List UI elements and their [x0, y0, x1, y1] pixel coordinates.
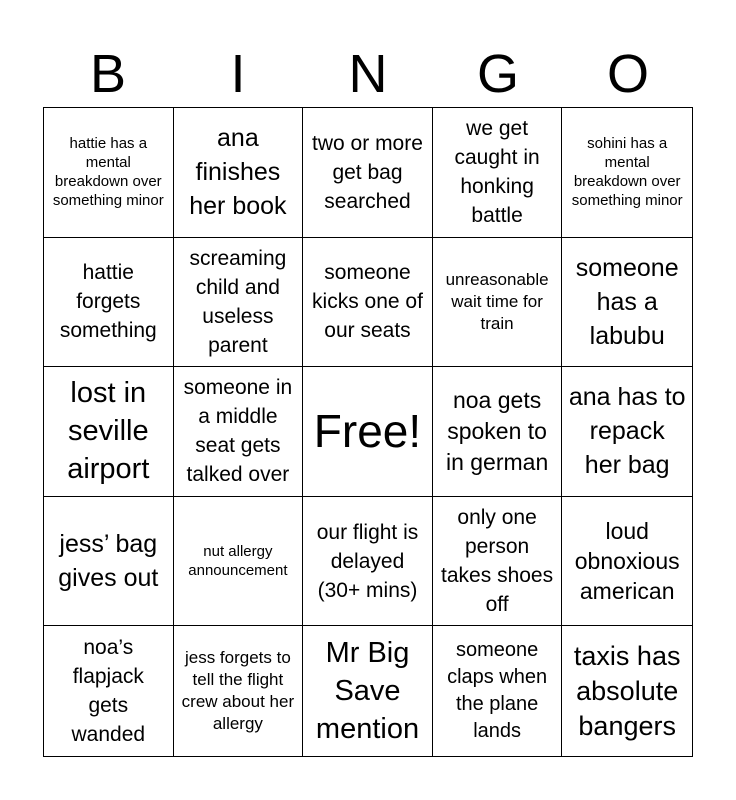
header-letter-g: G	[476, 44, 519, 104]
cell-label: two or more get bag searched	[312, 131, 423, 213]
bingo-cell[interactable]	[433, 108, 563, 238]
bingo-cell[interactable]	[174, 497, 304, 627]
bingo-cell[interactable]	[562, 108, 692, 238]
header-letter-i: I	[230, 44, 246, 104]
cell-label: someone claps when the plane lands	[447, 639, 548, 743]
cell-label: jess’ bag gives out	[58, 530, 159, 593]
cell-label: our flight is delayed (30+ mins)	[316, 520, 419, 602]
cell-label: unreasonable wait time for train	[445, 269, 549, 333]
cell-label: only one person takes shoes off	[441, 506, 554, 617]
free-space-label: Free!	[313, 405, 422, 458]
cell-label: sohini has a mental breakdown over something minor	[571, 135, 683, 210]
bingo-cell[interactable]	[562, 497, 692, 627]
bingo-cell[interactable]	[433, 238, 563, 368]
cell-label: noa gets spoken to in german	[445, 386, 549, 475]
cell-label: screaming child and useless parent	[189, 246, 287, 357]
bingo-cell[interactable]	[433, 497, 563, 627]
cell-label: taxis has absolute bangers	[573, 640, 681, 741]
bingo-cell[interactable]	[562, 367, 692, 497]
bingo-cell[interactable]	[303, 238, 433, 368]
cell-label: someone has a labubu	[575, 253, 679, 350]
cell-label: ana finishes her book	[189, 124, 287, 221]
header-letter-o: O	[606, 44, 649, 104]
cell-label: someone kicks one of our seats	[312, 261, 423, 343]
bingo-cell[interactable]	[562, 238, 692, 368]
header-letter-b: B	[89, 44, 127, 104]
cell-label: Mr Big Save mention	[315, 637, 420, 746]
bingo-cell[interactable]	[303, 497, 433, 627]
free-space-cell[interactable]	[303, 367, 433, 497]
cell-label: we get caught in honking battle	[454, 117, 540, 228]
bingo-cell[interactable]	[174, 626, 304, 756]
bingo-cell[interactable]	[44, 367, 174, 497]
bingo-header	[43, 40, 693, 108]
bingo-board	[43, 107, 693, 757]
bingo-cell[interactable]	[44, 626, 174, 756]
bingo-cell[interactable]	[303, 626, 433, 756]
bingo-cell[interactable]	[433, 367, 563, 497]
header-letter-n: N	[348, 44, 388, 104]
bingo-cell[interactable]	[174, 238, 304, 368]
bingo-cell[interactable]	[433, 626, 563, 756]
cell-label: loud obnoxious american	[574, 518, 680, 605]
bingo-cell[interactable]	[174, 108, 304, 238]
bingo-cell[interactable]	[303, 108, 433, 238]
cell-label: ana has to repack her bag	[568, 383, 686, 480]
bingo-cell[interactable]	[44, 238, 174, 368]
cell-label: lost in seville airport	[67, 377, 150, 486]
bingo-cell[interactable]	[562, 626, 692, 756]
cell-label: hattie forgets something	[59, 261, 157, 343]
bingo-cell[interactable]	[174, 367, 304, 497]
cell-label: hattie has a mental breakdown over something minor	[52, 135, 164, 210]
cell-label: jess forgets to tell the flight crew about her allergy	[181, 648, 295, 734]
bingo-cell[interactable]	[44, 108, 174, 238]
cell-label: someone in a middle seat gets talked over	[183, 376, 293, 487]
cell-label: noa’s flapjack gets wanded	[71, 636, 146, 747]
bingo-cell[interactable]	[44, 497, 174, 627]
cell-label: nut allergy announcement	[188, 543, 288, 580]
